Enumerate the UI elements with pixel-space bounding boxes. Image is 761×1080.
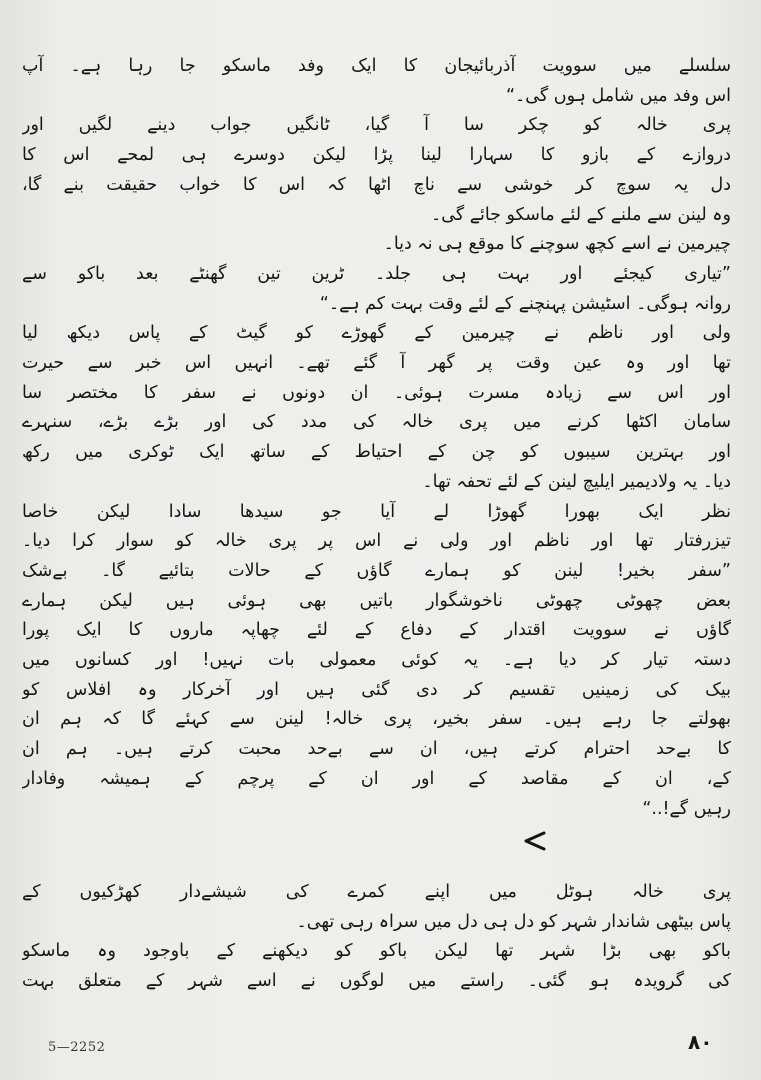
printer-signature-mark: 5—2252 [48, 1040, 106, 1055]
text-line: روانہ ہوگی۔ اسٹیشن پہنچنے کے لئے وقت بہت کم ہے۔“ [319, 293, 731, 314]
text-line: دیا۔ یہ ولادیمیر ایلیچ لینن کے لئے تحفہ تھا۔ [422, 471, 731, 492]
text-line: کا بےحد احترام کرتے ہیں، ان سے بےحد محبت کرتے ہیں۔ ہم ان [22, 739, 731, 760]
text-line: تیزرفتار تھا اور ناظم اور ولی نے اس پر پری خالہ کو سوار کرا دیا۔ [22, 531, 731, 552]
text-line: باکو بھی بڑا شہر تھا لیکن باکو کو دیکھنے کے باوجود وہ ماسکو [22, 941, 731, 962]
text-line: گاؤں نے سوویت اقتدار کے دفاع کے لئے چھاپہ ماروں کا ایک پورا [22, 620, 731, 641]
text-line: وہ لینن سے ملنے کے لئے ماسکو جائے گی۔ [430, 204, 731, 225]
text-line: کے، ان کے مقاصد کے اور ان کے پرچم کے ہمیشہ وفادار [22, 768, 731, 789]
text-line: ”تیاری کیجئے اور بہت ہی جلد۔ ٹرین تین گھنٹے بعد باکو سے [22, 263, 731, 284]
text-line: پاس بیٹھی شاندار شہر کو دل ہی دل میں سراہ رہی تھی۔ [296, 911, 731, 932]
text-line: دروازے کے بازو کا سہارا لینا پڑا لیکن دوسرے ہی لمحے اس کا [22, 145, 731, 166]
text-line: چیرمین نے اسے کچھ سوچنے کا موقع ہی نہ دیا۔ [383, 234, 731, 255]
text-line: پری خالہ کو چکر سا آ گیا، ٹانگیں جواب دینے لگیں اور [22, 115, 731, 136]
text-line: بعض چھوٹی چھوٹی ناخوشگوار باتیں بھی ہوئی ہیں لیکن ہمارے [22, 590, 731, 611]
text-line: دل یہ سوچ کر خوشی سے ناچ اٹھا کہ اس کا خواب حقیقت بنے گا، [22, 174, 731, 195]
page-number: ۸۰ [688, 1030, 713, 1054]
text-line: پری خالہ ہوٹل میں اپنے کمرے کی شیشےدار کھڑکیوں کے [22, 882, 731, 902]
text-line: سلسلے میں سوویت آذربائیجان کا ایک وفد ماسکو جا رہا ہے۔ آپ [22, 56, 731, 76]
text-line: بھولتے جا رہے ہیں۔ سفر بخیر، پری خالہ! لینن سے کہئے گا کہ ہم ان [22, 709, 731, 730]
text-line: اور اس سے زیادہ مسرت ہوئی۔ ان دونوں نے سفر کا مختصر سا [22, 382, 731, 403]
text-line: ولی اور ناظم نے چیرمین کے گھوڑے کو گیٹ کے پاس دیکھ لیا [22, 323, 731, 344]
text-line: بیک کی زمینیں تقسیم کر دی گئی ہیں اور آخرکار وہ افلاس کو [22, 679, 731, 700]
text-line: رہیں گے!..“ [642, 798, 731, 819]
text-line: کی گرویدہ ہو گئی۔ راستے میں لوگوں نے اسے شہر کے متعلق بہت [22, 971, 731, 992]
text-line: نظر ایک بھورا گھوڑا لے آیا جو سیدھا سادا لیکن خاصا [22, 501, 731, 522]
text-line: تھا اور وہ عین وقت پر گھر آ گئے تھے۔ انہیں اس خبر سے حیرت [22, 353, 731, 373]
text-line: اس وفد میں شامل ہوں گی۔“ [505, 85, 731, 106]
text-line: ”سفر بخیر! لینن کو ہمارے گاؤں کے حالات بتائیے گا۔ بےشک [22, 560, 731, 581]
text-line: اور بہترین سیبوں کو چن کے احتیاط کے ساتھ ایک ٹوکری میں رکھ [22, 442, 731, 463]
text-line: دستہ تیار کر دیا ہے۔ یہ کوئی معمولی بات نہیں! اور کسانوں میں [22, 650, 731, 670]
section-divider-mark [522, 830, 546, 852]
text-line: سامان اکٹھا کرنے میں پری خالہ کی مدد کی اور بڑے بڑے، سنہرے [22, 412, 731, 433]
